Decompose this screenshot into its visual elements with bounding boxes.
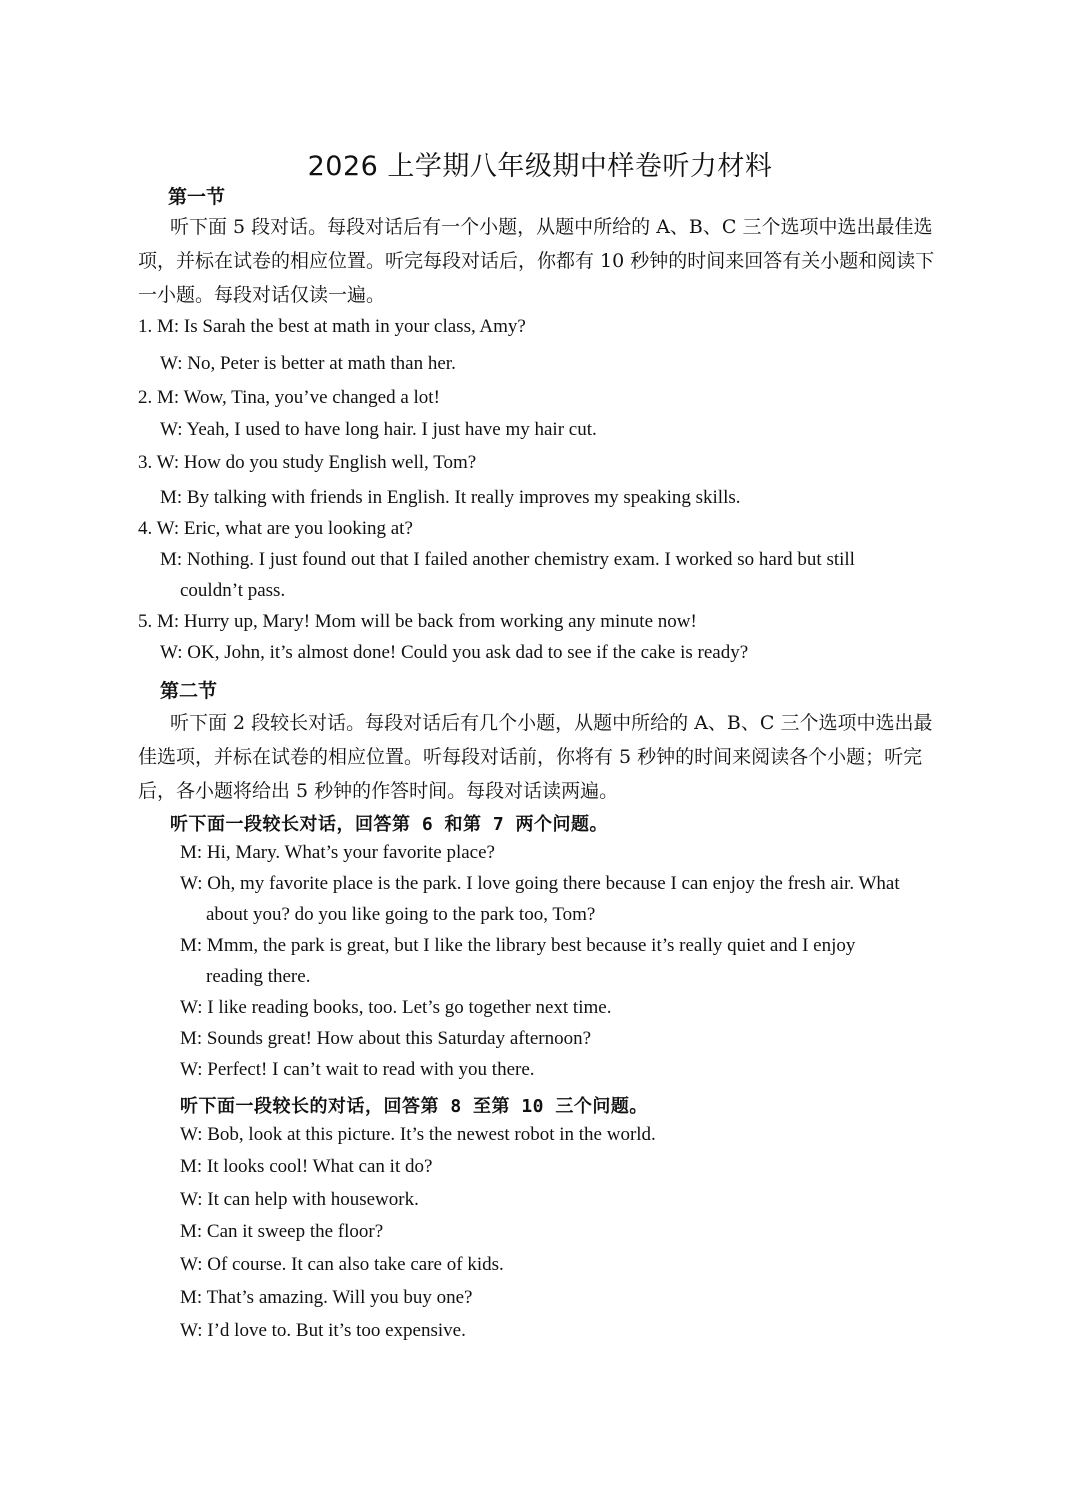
dialog-line: W: OK, John, it’s almost done! Could you ask dad to see if the cake is ready? [160, 642, 749, 663]
dialog-line: W: Yeah, I used to have long hair. I just have my hair cut. [160, 419, 597, 440]
dialog-line: M: It looks cool! What can it do? [180, 1156, 433, 1177]
dialog-line: W: It can help with housework. [180, 1189, 419, 1210]
dialog-line: about you? do you like going to the park too, Tom? [206, 904, 596, 925]
dialog-line: W: I’d love to. But it’s too expensive. [180, 1320, 466, 1341]
dialog-line: W: Perfect! I can’t wait to read with you there. [180, 1059, 535, 1080]
dialog-line: M: Mmm, the park is great, but I like the library best because it’s really quiet and I enjoy [180, 935, 856, 956]
section2-heading: 第二节 [160, 680, 218, 702]
page-title: 2026 上学期八年级期中样卷听力材料 [307, 151, 773, 182]
dialog-line: 3. W: How do you study English well, Tom? [138, 452, 477, 473]
dialog-line: M: Can it sweep the floor? [180, 1221, 384, 1242]
dialog-line: 5. M: Hurry up, Mary! Mom will be back from working any minute now! [138, 611, 697, 632]
dialog2-intro: 听下面一段较长的对话，回答第 8 至第 10 三个问题。 [180, 1096, 648, 1117]
dialog1-intro: 听下面一段较长对话，回答第 6 和第 7 两个问题。 [170, 814, 609, 835]
dialog-line: couldn’t pass. [180, 580, 286, 601]
dialog-line: W: I like reading books, too. Let’s go together next time. [180, 997, 612, 1018]
dialog-line: M: Sounds great! How about this Saturday afternoon? [180, 1028, 592, 1049]
section1-instructions [138, 210, 948, 312]
dialog-line: W: Of course. It can also take care of kids. [180, 1254, 504, 1275]
dialog-line: M: Nothing. I just found out that I failed another chemistry exam. I worked so hard but still [160, 549, 855, 570]
dialog-line: M: By talking with friends in English. It really improves my speaking skills. [160, 487, 741, 508]
section1-heading: 第一节 [168, 186, 226, 208]
dialog-line: M: That’s amazing. Will you buy one? [180, 1287, 473, 1308]
dialog-line: W: Oh, my favorite place is the park. I love going there because I can enjoy the fresh air. What [180, 873, 900, 894]
dialog-line: 1. M: Is Sarah the best at math in your class, Amy? [138, 316, 526, 337]
section2-instructions-text: 听下面 2 段较长对话。每段对话后有几个小题，从题中所给的 A、B、C 三个选项中选出最佳选项，并标在试卷的相应位置。听每段对话前，你将有 5 秒钟的时间来阅读各个小题；听完后，各小题将给出 5 秒钟的作答时间。每段对话读两遍。 [138, 712, 933, 802]
section1-instructions-text: 听下面 5 段对话。每段对话后有一个小题，从题中所给的 A、B、C 三个选项中选出最佳选项，并标在试卷的相应位置。听完每段对话后，你都有 10 秒钟的时间来回答有关小题和阅读下一小题。每段对话仅读一遍。 [138, 216, 935, 306]
section2-instructions [138, 706, 948, 808]
dialog-line: M: Hi, Mary. What’s your favorite place? [180, 842, 495, 863]
dialog-line: reading there. [206, 966, 311, 987]
dialog-line: 2. M: Wow, Tina, you’ve changed a lot! [138, 387, 440, 408]
dialog-line: W: No, Peter is better at math than her. [160, 353, 456, 374]
dialog-line: W: Bob, look at this picture. It’s the newest robot in the world. [180, 1124, 656, 1145]
dialog-line: 4. W: Eric, what are you looking at? [138, 518, 413, 539]
